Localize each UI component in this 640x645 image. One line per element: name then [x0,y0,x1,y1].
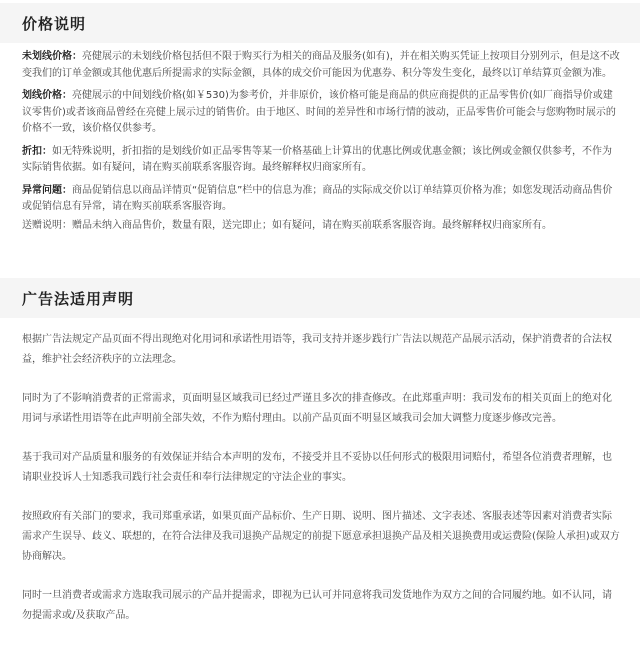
price-item-term: 折扣： [22,145,52,157]
ad-section-body [22,330,620,645]
price-item-discount [22,144,620,177]
ad-section-title: 广告法适用声明 [22,289,135,308]
price-item-text: 亮健展示的中间划线价格(如￥530)为参考价，并非原价，该价格可能是商品的供应商提供的正品零售价(如厂商指导价或建议零售价)或者该商品曾经在亮健上展示过的销售价。由于地区、时间的差异性和市场行情的波动，正品零售价可能会与您购物时展示的价格不一致，该价格仅供参考。 [22,90,616,134]
price-section-header [0,3,640,43]
ad-paragraph: 根据广告法规定产品页面不得出现绝对化用词和承诺性用语等，我司支持并逐步践行广告法以规范产品展示活动，保护消费者的合法权益，维护社会经济秩序的立法理念。 [22,334,612,365]
price-item-text: 如无特殊说明，折扣指的是划线价如正品零售等某一价格基础上计算出的优惠比例或优惠金额；该比例或金额仅供参考，不作为实际销售依据。如有疑问，请在购买前联系客服咨询。最终解释权归商家所有。 [22,145,612,173]
ad-paragraph: 同时一旦消费者或需求方选取我司展示的产品并提需求，即视为已认可并同意将我司发货地作为双方之间的合同履约地。如不认同，请勿提需求或/及获取产品。 [22,590,612,621]
price-item-unmarked [22,49,620,82]
price-item-strikethrough [22,88,620,138]
price-item-exceptions [22,183,620,216]
price-item-text: 亮健展示的未划线价格包括但不限于购买行为相关的商品及服务(如有)，并在相关购买凭证上按项目分别列示，但是这不改变我们的订单金额或其他优惠后所提需求的实际金额，具体的成交价可能因为优惠券、积分等发生变化，最终以订单结算页金额为准。 [22,51,620,79]
price-section-title: 价格说明 [22,14,87,33]
price-item-gifts [22,218,620,235]
ad-paragraph: 同时为了不影响消费者的正常需求，页面明显区域我司已经过严谨且多次的排查修改。在此郑重声明：我司发布的相关页面上的绝对化用词与承诺性用语等在此声明前全部失效，不作为赔付理由。以前产品页面不明显区域我司会加大调整力度逐步修改完善。 [22,393,612,424]
price-section-body [22,49,620,240]
price-item-text: 商品促销信息以商品详情页“促销信息”栏中的信息为准；商品的实际成交价以订单结算页价格为准；如您发现活动商品售价或促销信息有异常，请在购买前联系客服咨询。 [22,184,613,212]
price-item-term: 未划线价格： [22,51,82,62]
price-item-text: 送赠说明：赠品未纳入商品售价，数量有限，送完即止；如有疑问，请在购买前联系客服咨询。最终解释权归商家所有。 [22,219,552,231]
price-item-term: 异常问题： [22,184,72,196]
price-item-term: 划线价格： [22,90,72,101]
ad-section-header [0,278,640,318]
ad-paragraph: 按照政府有关部门的要求，我司郑重承诺，如果页面产品标价、生产日期、说明、图片描述、文字表述、客服表述等因素对消费者实际需求产生误导、歧义、联想的，在符合法律及我司退换产品规定的前提下愿意承担退换产品及相关退换费用或运费险(保险人承担)或双方协商解决。 [22,511,620,562]
ad-paragraph: 基于我司对产品质量和服务的有效保证并结合本声明的发布，不接受并且不妥协以任何形式的极限用词赔付，希望各位消费者理解，也请职业投诉人士知悉我司践行社会责任和奉行法律规定的守法企业的事实。 [22,452,612,483]
